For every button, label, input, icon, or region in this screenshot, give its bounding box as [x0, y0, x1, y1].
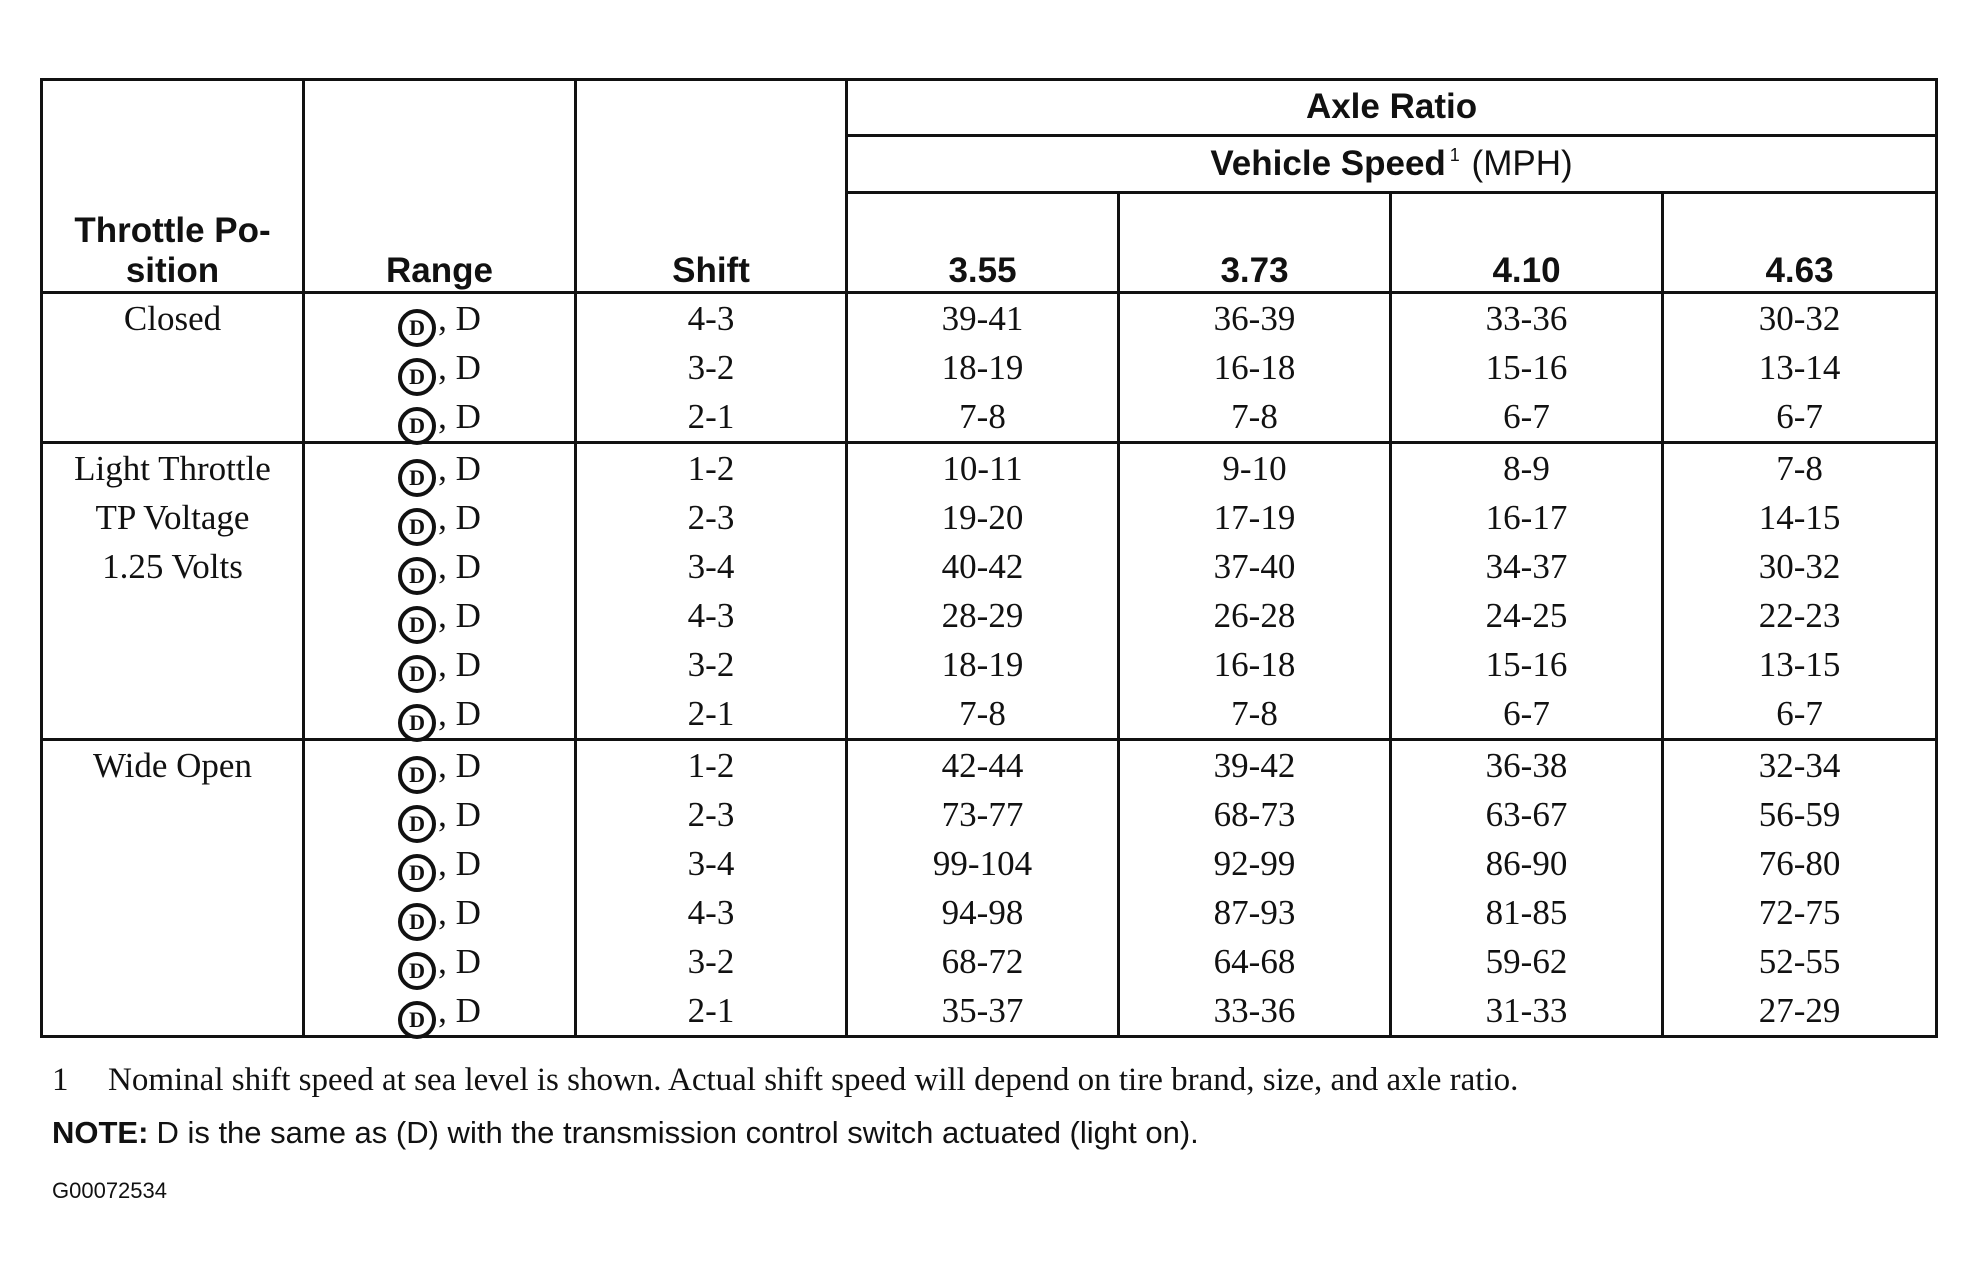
- vehicle-speed-value: 6-7: [1503, 397, 1550, 436]
- overdrive-d-circle-icon: D: [398, 854, 436, 892]
- vehicle-speed-value: 68-73: [1213, 795, 1296, 834]
- range-value: [305, 294, 574, 343]
- vehicle-speed-cell: [847, 293, 1119, 443]
- shift-value: 3-4: [687, 844, 735, 883]
- vehicle-speed-value: 6-7: [1776, 694, 1823, 733]
- vehicle-speed-value: 7-8: [959, 397, 1006, 436]
- shift-value: 4-3: [687, 299, 735, 338]
- shift-speed-table-body: [42, 293, 1937, 1037]
- vehicle-speed-value: 37-40: [1213, 547, 1296, 586]
- vehicle-speed-value: 7-8: [1231, 397, 1278, 436]
- overdrive-d-circle-icon: D: [398, 309, 436, 347]
- vehicle-speed-value: 15-16: [1485, 645, 1568, 684]
- vehicle-speed-cell: [1391, 293, 1663, 443]
- vehicle-speed-value: 30-32: [1758, 299, 1841, 338]
- overdrive-d-circle-icon: D: [398, 756, 436, 794]
- range-suffix: , D: [438, 498, 481, 537]
- range-suffix: , D: [438, 694, 481, 733]
- vehicle-speed-cell: [1391, 740, 1663, 1037]
- note-label: NOTE:: [52, 1115, 149, 1150]
- throttle-position-cell: [42, 740, 304, 1037]
- overdrive-d-circle-icon: D: [398, 407, 436, 445]
- shift-value: 3-4: [687, 547, 735, 586]
- vehicle-speed-value: 59-62: [1485, 942, 1568, 981]
- range-value: [305, 839, 574, 888]
- vehicle-speed-value: 56-59: [1758, 795, 1841, 834]
- figure-id: G00072534: [52, 1178, 167, 1203]
- throttle-position-cell: [42, 293, 304, 443]
- vehicle-speed-value: 15-16: [1485, 348, 1568, 387]
- range-value: [305, 689, 574, 738]
- vehicle-speed-unit: (MPH): [1471, 143, 1573, 183]
- range-suffix: , D: [438, 746, 481, 785]
- range-value: [305, 790, 574, 839]
- vehicle-speed-value: 16-18: [1213, 348, 1296, 387]
- vehicle-speed-value: 72-75: [1758, 893, 1841, 932]
- shift-cell: [576, 443, 847, 740]
- vehicle-speed-label: Vehicle Speed: [1210, 143, 1446, 183]
- shift-value: 4-3: [687, 596, 735, 635]
- vehicle-speed-value: 33-36: [1485, 299, 1568, 338]
- vehicle-speed-value: 92-99: [1213, 844, 1296, 883]
- vehicle-speed-cell: [1119, 740, 1391, 1037]
- range-cell: [304, 740, 576, 1037]
- vehicle-speed-value: 34-37: [1485, 547, 1568, 586]
- range-suffix: , D: [438, 299, 481, 338]
- range-value: [305, 444, 574, 493]
- throttle-position-line: Closed: [123, 299, 222, 338]
- range-value: [305, 343, 574, 392]
- vehicle-speed-value: 32-34: [1758, 746, 1841, 785]
- range-value: [305, 591, 574, 640]
- range-suffix: , D: [438, 596, 481, 635]
- shift-value: 2-3: [687, 795, 735, 834]
- shift-cell: [576, 293, 847, 443]
- vehicle-speed-value: 14-15: [1758, 498, 1841, 537]
- vehicle-speed-value: 18-19: [941, 348, 1024, 387]
- range-value: [305, 493, 574, 542]
- vehicle-speed-value: 39-41: [941, 299, 1024, 338]
- vehicle-speed-cell: [1119, 293, 1391, 443]
- axle-ratio-3-73-header: 3.73: [1119, 193, 1391, 293]
- shift-value: 1-2: [687, 449, 735, 488]
- shift-value: 2-1: [687, 694, 735, 733]
- vehicle-speed-value: 73-77: [941, 795, 1024, 834]
- range-cell: [304, 443, 576, 740]
- range-value: [305, 888, 574, 937]
- throttle-position-line: TP Voltage: [95, 498, 250, 537]
- vehicle-speed-cell: [1119, 443, 1391, 740]
- range-suffix: , D: [438, 397, 481, 436]
- vehicle-speed-value: 10-11: [942, 449, 1023, 488]
- vehicle-speed-value: 6-7: [1776, 397, 1823, 436]
- throttle-group-row: [42, 293, 1937, 443]
- vehicle-speed-cell: [1663, 443, 1937, 740]
- vehicle-speed-value: 63-67: [1485, 795, 1568, 834]
- throttle-group-row: [42, 443, 1937, 740]
- vehicle-speed-value: 7-8: [1776, 449, 1823, 488]
- vehicle-speed-value: 16-17: [1485, 498, 1568, 537]
- vehicle-speed-value: 87-93: [1213, 893, 1296, 932]
- vehicle-speed-value: 9-10: [1222, 449, 1287, 488]
- overdrive-d-circle-icon: D: [398, 1001, 436, 1039]
- range-value: [305, 392, 574, 441]
- vehicle-speed-value: 99-104: [932, 844, 1033, 883]
- throttle-position-line: Wide Open: [93, 746, 252, 785]
- range-value: [305, 937, 574, 986]
- axle-ratio-4-10-header: 4.10: [1391, 193, 1663, 293]
- vehicle-speed-value: 16-18: [1213, 645, 1296, 684]
- vehicle-speed-value: 81-85: [1485, 893, 1568, 932]
- range-value: [305, 741, 574, 790]
- overdrive-d-circle-icon: D: [398, 508, 436, 546]
- vehicle-speed-value: 33-36: [1213, 991, 1296, 1030]
- vehicle-speed-value: 36-38: [1485, 746, 1568, 785]
- vehicle-speed-value: 94-98: [941, 893, 1024, 932]
- range-suffix: , D: [438, 844, 481, 883]
- vehicle-speed-value: 26-28: [1213, 596, 1296, 635]
- shift-value: 3-2: [687, 645, 735, 684]
- overdrive-d-circle-icon: D: [398, 655, 436, 693]
- range-suffix: , D: [438, 991, 481, 1030]
- range-suffix: , D: [438, 547, 481, 586]
- vehicle-speed-value: 68-72: [941, 942, 1024, 981]
- vehicle-speed-value: 24-25: [1485, 596, 1568, 635]
- vehicle-speed-cell: [847, 740, 1119, 1037]
- note: [52, 1115, 1199, 1151]
- range-cell: [304, 293, 576, 443]
- vehicle-speed-cell: [847, 443, 1119, 740]
- footnote-number: 1: [52, 1062, 69, 1098]
- vehicle-speed-value: 8-9: [1503, 449, 1550, 488]
- range-suffix: , D: [438, 795, 481, 834]
- shift-cell: [576, 740, 847, 1037]
- vehicle-speed-value: 39-42: [1213, 746, 1296, 785]
- vehicle-speed-value: 28-29: [941, 596, 1024, 635]
- vehicle-speed-value: 35-37: [941, 991, 1024, 1030]
- range-value: [305, 640, 574, 689]
- throttle-group-row: [42, 740, 1937, 1037]
- shift-speed-table-container: [40, 78, 1935, 1038]
- shift-value: 1-2: [687, 746, 735, 785]
- footnote: [52, 1062, 1518, 1099]
- vehicle-speed-footnote-marker: 1: [1449, 144, 1460, 165]
- vehicle-speed-value: 40-42: [941, 547, 1024, 586]
- vehicle-speed-value: 52-55: [1758, 942, 1841, 981]
- axle-ratio-header: Axle Ratio: [847, 80, 1937, 136]
- overdrive-d-circle-icon: D: [398, 903, 436, 941]
- throttle-position-header-text: Throttle Po- sition: [74, 211, 271, 290]
- throttle-position-line: Light Throttle: [74, 449, 271, 488]
- vehicle-speed-value: 22-23: [1758, 596, 1841, 635]
- vehicle-speed-value: 64-68: [1213, 942, 1296, 981]
- range-header: Range: [304, 80, 576, 293]
- vehicle-speed-value: 27-29: [1758, 991, 1841, 1030]
- vehicle-speed-value: 7-8: [1231, 694, 1278, 733]
- range-suffix: , D: [438, 645, 481, 684]
- axle-ratio-3-55-header: 3.55: [847, 193, 1119, 293]
- vehicle-speed-value: 42-44: [941, 746, 1024, 785]
- vehicle-speed-value: 31-33: [1485, 991, 1568, 1030]
- vehicle-speed-value: 17-19: [1213, 498, 1296, 537]
- shift-value: 3-2: [687, 942, 735, 981]
- footnote-text: Nominal shift speed at sea level is shown. Actual shift speed will depend on tire brand, size, and axle ratio.: [108, 1062, 1519, 1098]
- note-text: D is the same as (D) with the transmission control switch actuated (light on).: [156, 1115, 1199, 1150]
- range-suffix: , D: [438, 893, 481, 932]
- overdrive-d-circle-icon: D: [398, 459, 436, 497]
- range-suffix: , D: [438, 449, 481, 488]
- vehicle-speed-value: 6-7: [1503, 694, 1550, 733]
- vehicle-speed-value: 13-14: [1758, 348, 1841, 387]
- overdrive-d-circle-icon: D: [398, 606, 436, 644]
- range-suffix: , D: [438, 348, 481, 387]
- vehicle-speed-value: 7-8: [959, 694, 1006, 733]
- vehicle-speed-cell: [1663, 740, 1937, 1037]
- shift-value: 2-1: [687, 397, 735, 436]
- vehicle-speed-cell: [1663, 293, 1937, 443]
- range-suffix: , D: [438, 942, 481, 981]
- vehicle-speed-value: 18-19: [941, 645, 1024, 684]
- throttle-position-cell: [42, 443, 304, 740]
- shift-value: 3-2: [687, 348, 735, 387]
- shift-header: Shift: [576, 80, 847, 293]
- vehicle-speed-value: 86-90: [1485, 844, 1568, 883]
- overdrive-d-circle-icon: D: [398, 952, 436, 990]
- vehicle-speed-value: 30-32: [1758, 547, 1841, 586]
- overdrive-d-circle-icon: D: [398, 358, 436, 396]
- overdrive-d-circle-icon: D: [398, 557, 436, 595]
- range-value: [305, 542, 574, 591]
- overdrive-d-circle-icon: D: [398, 805, 436, 843]
- vehicle-speed-value: 36-39: [1213, 299, 1296, 338]
- vehicle-speed-value: 13-15: [1758, 645, 1841, 684]
- vehicle-speed-value: 19-20: [941, 498, 1024, 537]
- vehicle-speed-cell: [1391, 443, 1663, 740]
- axle-ratio-4-63-header: 4.63: [1663, 193, 1937, 293]
- overdrive-d-circle-icon: D: [398, 704, 436, 742]
- throttle-position-line: 1.25 Volts: [102, 547, 243, 586]
- range-value: [305, 986, 574, 1035]
- shift-value: 4-3: [687, 893, 735, 932]
- shift-value: 2-1: [687, 991, 735, 1030]
- shift-speed-table: [40, 78, 1938, 1038]
- vehicle-speed-header: [847, 135, 1937, 193]
- throttle-position-header: [42, 80, 304, 293]
- shift-value: 2-3: [687, 498, 735, 537]
- vehicle-speed-value: 76-80: [1758, 844, 1841, 883]
